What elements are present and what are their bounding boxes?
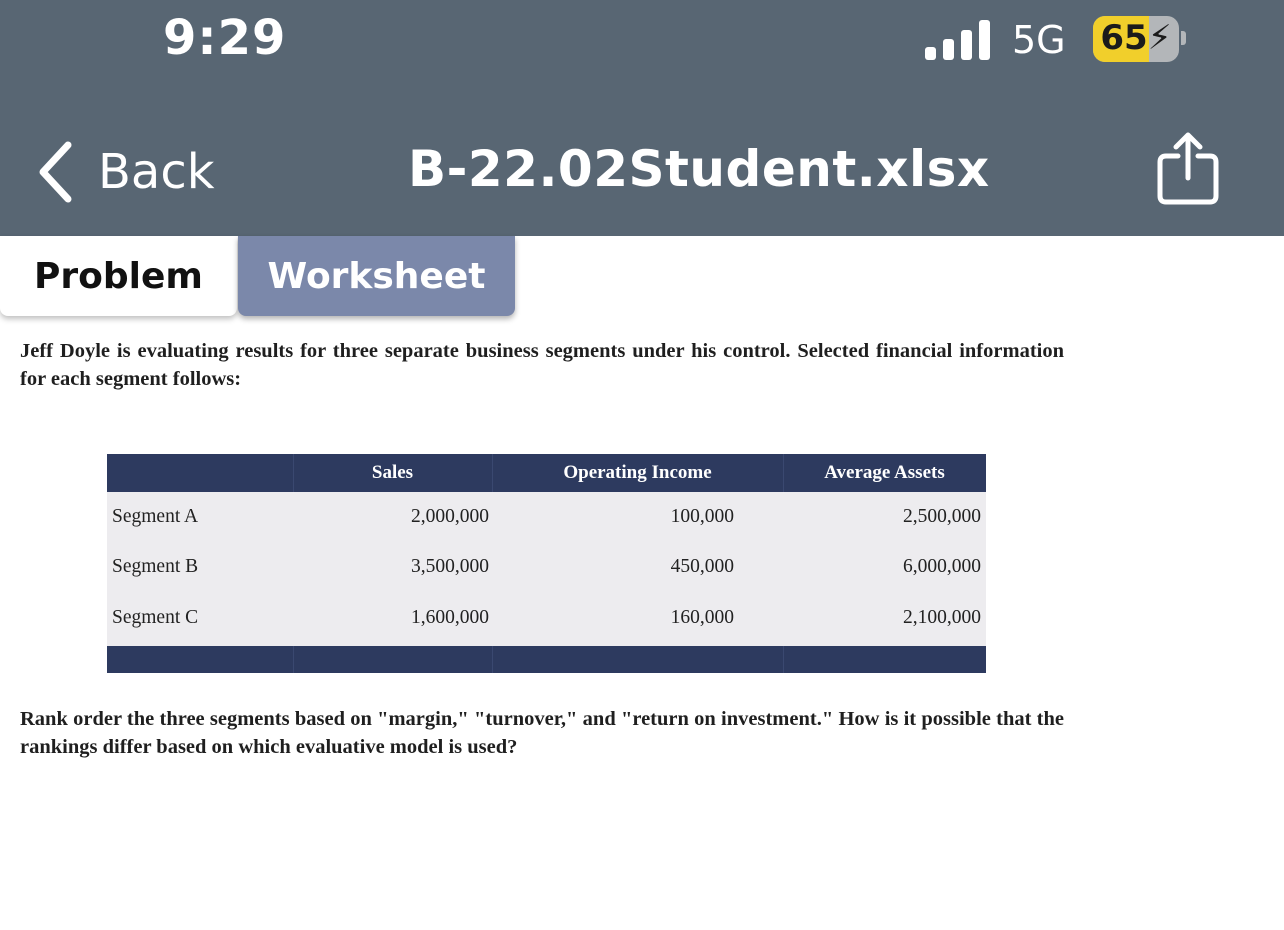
cellular-signal-icon [925, 18, 991, 60]
network-type: 5G [1012, 18, 1066, 62]
operating-income-value: 160,000 [670, 607, 734, 628]
table-row [107, 542, 986, 592]
segment-name: Segment B [112, 556, 199, 577]
sales-value: 1,600,000 [411, 607, 489, 628]
tab-problem[interactable]: Problem [0, 236, 237, 316]
status-time: 9:29 [163, 10, 287, 66]
column-header-segment [107, 454, 293, 492]
sales-value: 2,000,000 [411, 506, 489, 527]
back-label: Back [98, 144, 215, 200]
average-assets-value: 6,000,000 [903, 556, 981, 577]
chevron-left-icon [36, 141, 76, 203]
battery-icon [1093, 16, 1179, 62]
battery-cap [1181, 31, 1186, 45]
column-header-average-assets: Average Assets [824, 462, 945, 483]
financial-data-table [107, 454, 986, 673]
tab-worksheet[interactable]: Worksheet [238, 236, 515, 316]
sales-value: 3,500,000 [411, 556, 489, 577]
segment-name: Segment A [112, 506, 199, 527]
problem-intro-text: Jeff Doyle is evaluating results for three separate business segments under his control. Selected financial information for each segment follows: [20, 340, 1064, 390]
share-icon[interactable] [1156, 130, 1220, 206]
column-header-sales: Sales [371, 462, 414, 483]
operating-income-value: 100,000 [670, 506, 734, 527]
problem-question-text: Rank order the three segments based on "margin," "turnover," and "return on investment." How is it possible that the rankings differ based on which evaluative model is used? [20, 708, 1064, 758]
back-button[interactable] [36, 140, 215, 204]
app-header [0, 0, 1284, 236]
charging-bolt-icon: ⚡ [1147, 18, 1172, 58]
table-row [107, 492, 986, 542]
column-header-operating-income: Operating Income [563, 462, 712, 483]
page-title: B-22.02Student.xlsx [408, 140, 990, 198]
table-row [107, 593, 986, 643]
operating-income-value: 450,000 [670, 556, 734, 577]
average-assets-value: 2,100,000 [903, 607, 981, 628]
table-footer-bar [107, 646, 986, 673]
average-assets-value: 2,500,000 [903, 506, 981, 527]
segment-name: Segment C [112, 607, 199, 628]
battery-percent: 65⚡ [1100, 18, 1172, 58]
